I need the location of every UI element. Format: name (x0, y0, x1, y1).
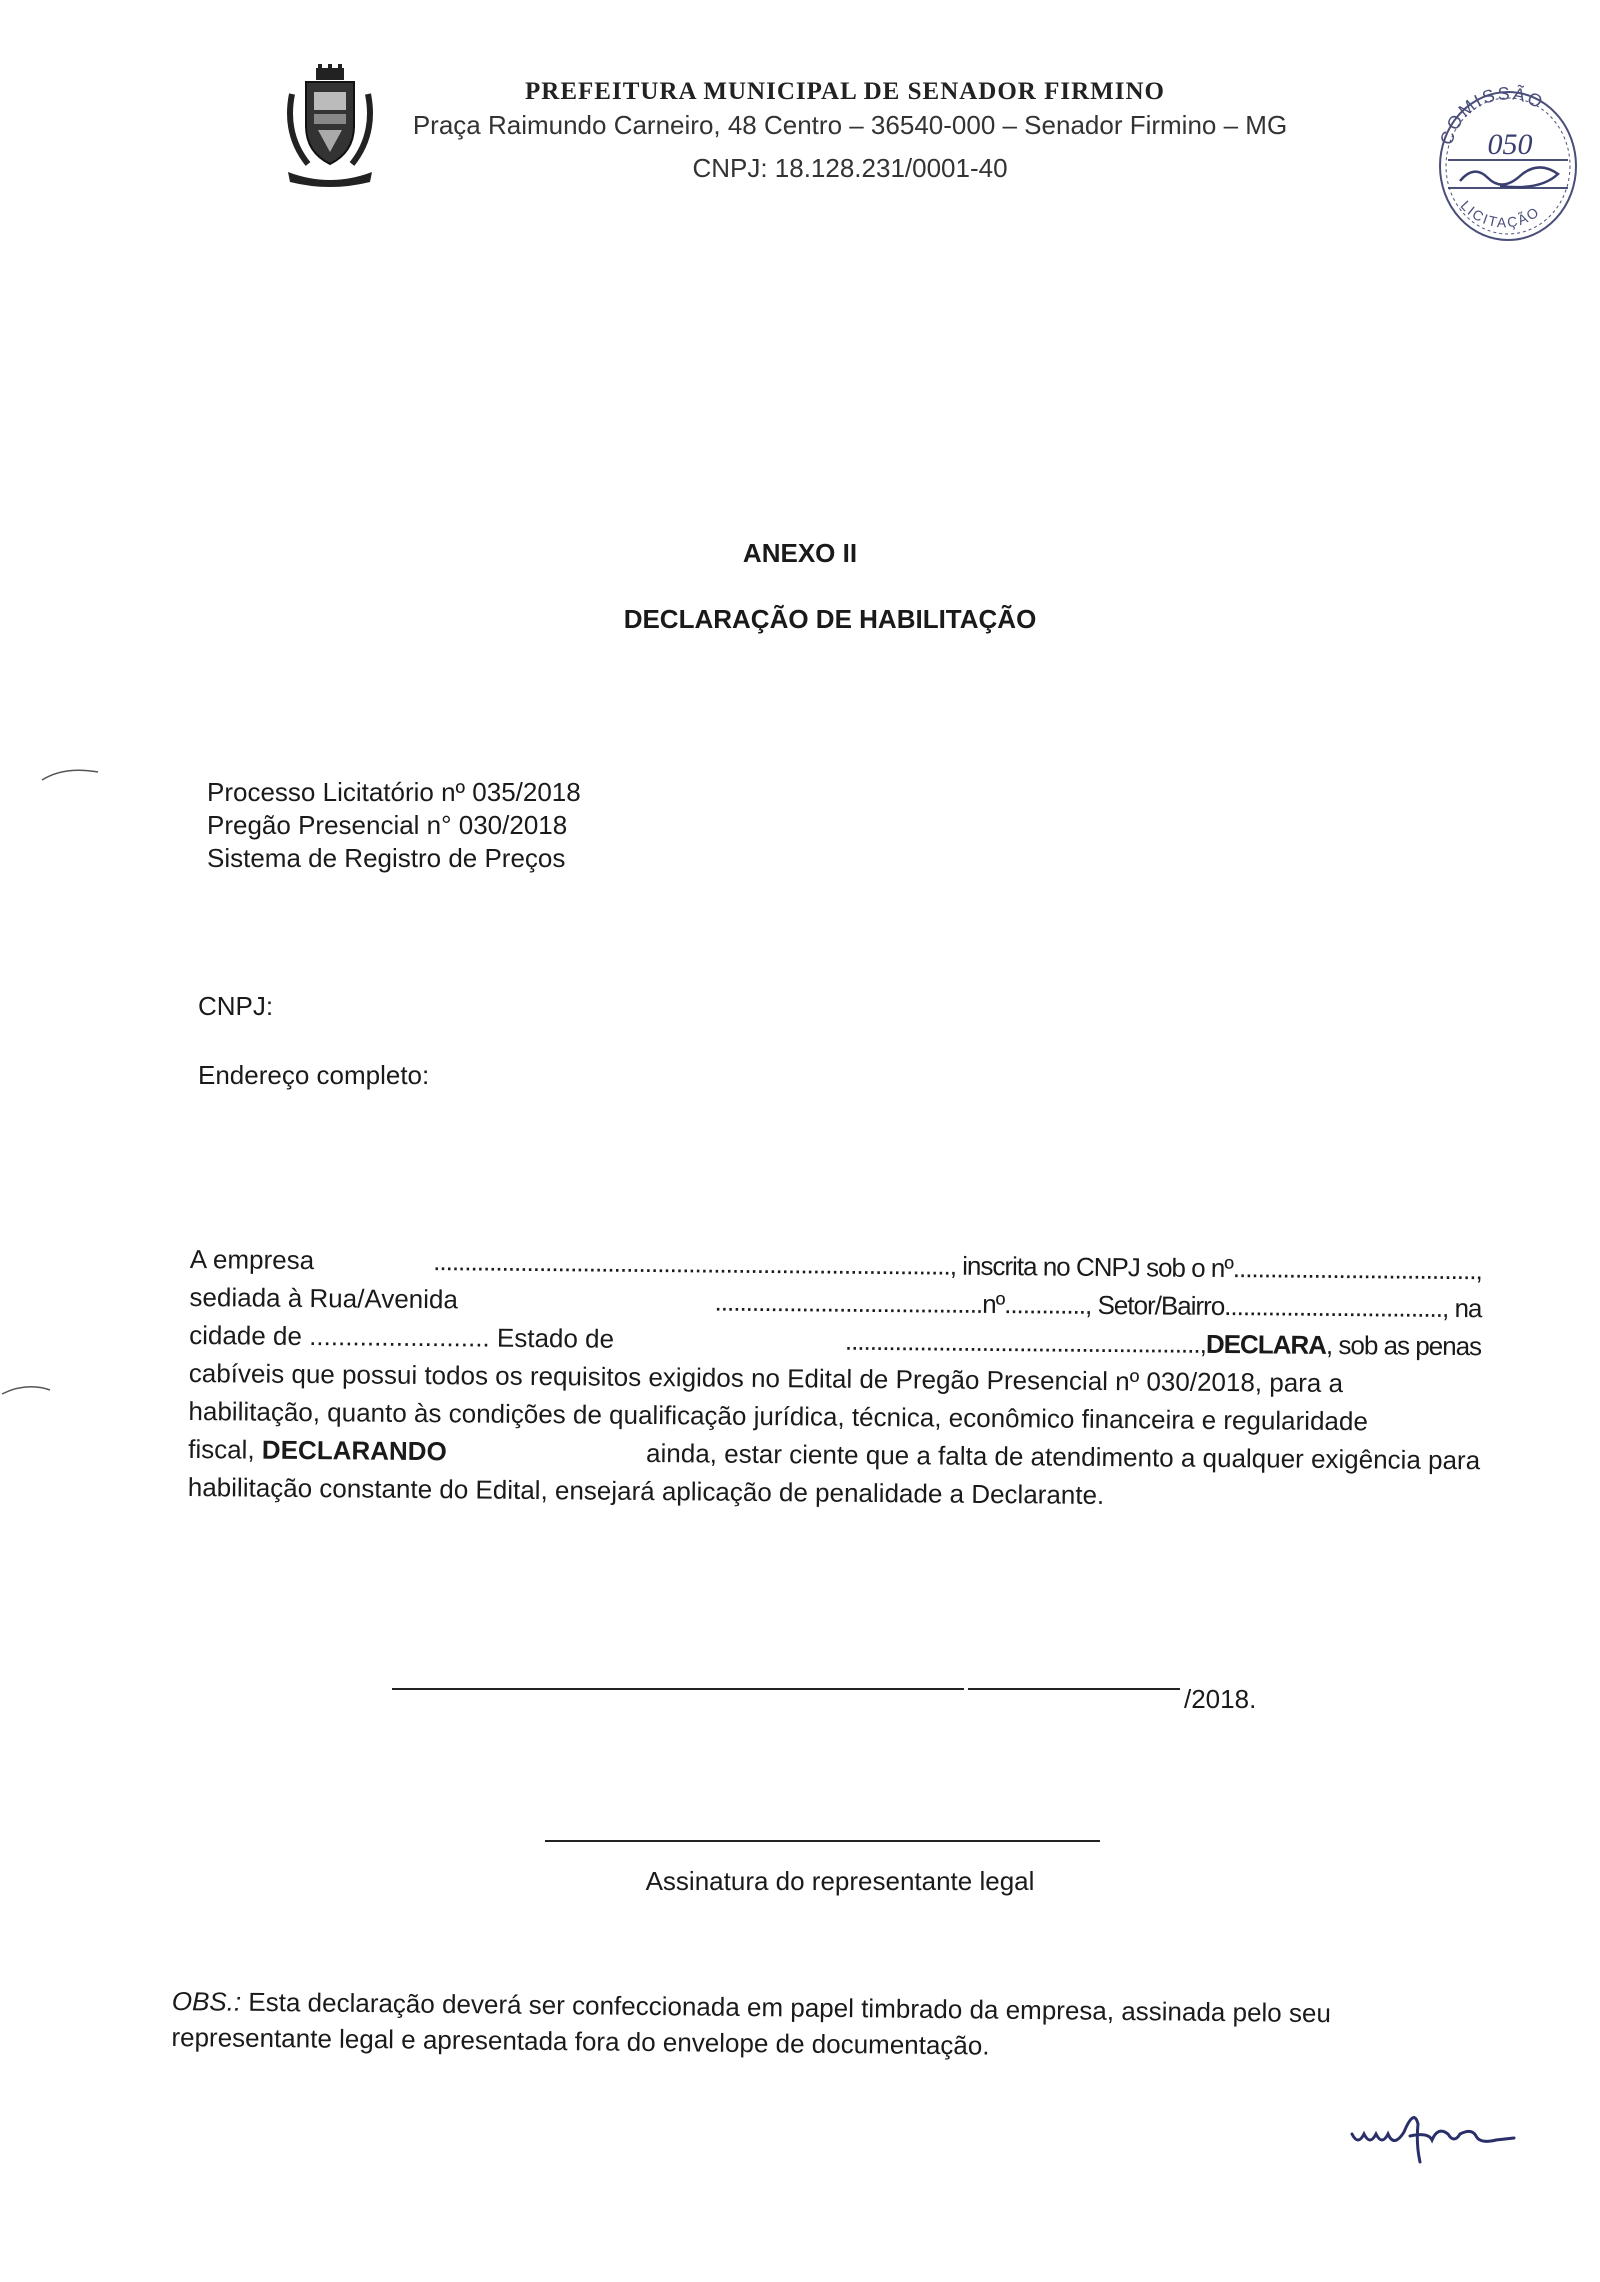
body-fiscal: fiscal, (188, 1433, 255, 1465)
body-company-label: A empresa (189, 1243, 315, 1276)
svg-text:LICITAÇÃO (1458, 197, 1543, 230)
document-title: DECLARAÇÃO DE HABILITAÇÃO (623, 604, 1037, 634)
handwritten-rubric-icon (1348, 2104, 1518, 2164)
signature-line (545, 1840, 1100, 1842)
address-field-label: Endereço completo: (198, 1060, 430, 1090)
obs-text-1: Esta declaração deverá ser confeccionada em papel timbrado da empresa, assinada pelo seu (241, 1986, 1332, 2029)
stamp-top-text: COMISSÃO (1436, 83, 1548, 148)
body-company-blank: ..................................................................................., inscrita no CNPJ sob o nº......................................., (433, 1246, 1482, 1286)
annex-title: ANEXO II (742, 538, 858, 568)
date-year: /2018. (1184, 1684, 1257, 1714)
scan-edge-mark (40, 766, 100, 784)
obs-prefix: OBS.: (171, 1985, 242, 2017)
institution-name: PREFEITURA MUNICIPAL DE SENADOR FIRMINO (525, 78, 1165, 105)
stamp-number: 050 (1487, 128, 1533, 161)
registry-system: Sistema de Registro de Preços (207, 843, 566, 873)
body-street-label: sediada à Rua/Avenida (189, 1281, 459, 1315)
body-city-label: cidade de ......................... Estado de (189, 1319, 615, 1354)
auction-number: Pregão Presencial n° 030/2018 (207, 810, 568, 840)
body-line-6: ainda, estar ciente que a falta de atendimento a qualquer exigência para (645, 1437, 1481, 1476)
body-declarando: DECLARANDO (261, 1434, 447, 1467)
body-street-blank: ...........................................nº............., Setor/Bairro..................................., na (714, 1286, 1482, 1324)
obs-text-2: representante legal e apresentada fora do envelope de documentação. (171, 2021, 990, 2061)
institution-address: Praça Raimundo Carneiro, 48 Centro – 36540-000 – Senador Firmino – MG (412, 110, 1288, 140)
date-month-line (968, 1688, 1180, 1690)
stamp-signature-icon (1460, 167, 1558, 187)
body-declara-keyword: DECLARA (1205, 1328, 1327, 1360)
stamp-bottom-text: LICITAÇÃO (1457, 197, 1543, 231)
process-number: Processo Licitatório nº 035/2018 (207, 777, 581, 807)
date-place-line (392, 1688, 964, 1690)
institution-cnpj: CNPJ: 18.128.231/0001-40 (692, 153, 1008, 183)
declaration-body (188, 1240, 1482, 1517)
body-line-4: cabíveis que possui todos os requisitos exigidos no Edital de Pregão Presencial nº 030/2018, para a (188, 1357, 1344, 1399)
signature-label: Assinatura do representante legal (645, 1866, 1035, 1896)
observation-note (171, 1983, 1432, 2068)
cnpj-field-label: CNPJ: (198, 991, 274, 1021)
body-declara-text: .........................................................,DECLARA, sob as penas (844, 1325, 1482, 1362)
commission-stamp (1430, 66, 1580, 244)
body-line-7: habilitação constante do Edital, ensejará aplicação de penalidade a Declarante. (187, 1471, 1105, 1510)
scan-edge-mark (0, 1382, 60, 1400)
body-line-5: habilitação, quanto às condições de qualificação jurídica, técnica, econômico financeira e regularidade (188, 1395, 1369, 1437)
